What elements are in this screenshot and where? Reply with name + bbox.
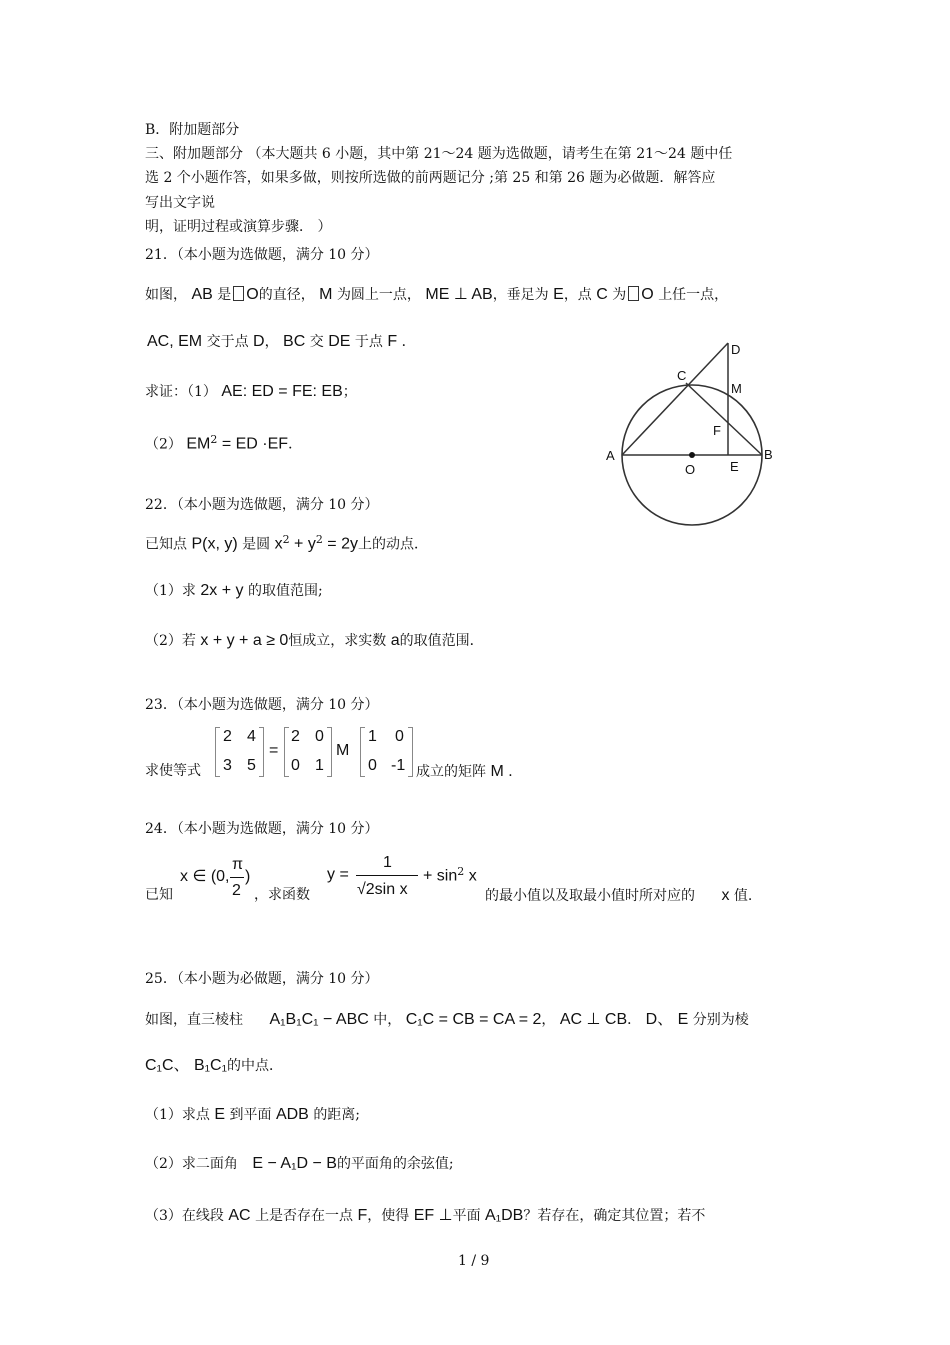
q25-part-2 [145,1156,454,1172]
q24-two: 2 [232,882,241,899]
math: a [390,632,400,649]
q23-title: 23．（本小题为选做题，满分 10 分） [145,697,379,713]
label-e: E [730,459,739,474]
q21-line-2 [147,334,416,350]
math: x + y + a ≥ 0 [200,632,289,649]
q24-sin-term [423,866,477,885]
q24-comma-text: ，求函数 [254,887,310,903]
matrix-3-r2c2: -1 [391,757,406,774]
circle-symbol-icon [233,286,244,301]
text: 已知点 [145,536,187,553]
matrix-2-r2c1: 0 [291,757,300,774]
text: 如图，直三棱柱 [145,1012,243,1028]
matrix-2-r2c2: 1 [315,757,324,774]
math: C₁C、 B₁C₁ [145,1057,227,1074]
text: 值. [733,888,753,904]
math: EF ⊥ [413,1207,453,1224]
q24-close: ) [245,868,251,885]
math: O [641,286,654,303]
math: C₁C = CB = CA = 2 [405,1011,542,1028]
line-ad [622,343,728,455]
text: 到平面 [229,1107,272,1123]
text: ，点 [563,287,592,303]
math: x [468,867,477,885]
text: 的取值范围; [247,583,323,599]
matrix-2-r1c1: 2 [291,728,300,745]
text: ． [627,1012,642,1028]
math: A₁DB [485,1207,524,1224]
text: 为 [612,287,627,303]
matrix-3-r1c1: 1 [368,728,377,745]
text: ，垂足为 [492,287,549,303]
text: （2）若 [145,633,196,649]
text: ． [288,436,303,453]
fraction-line [230,877,244,878]
math: E [214,1106,226,1123]
q24-numerator: 1 [383,854,392,871]
math: AC ⊥ CB [559,1011,628,1028]
matrix-1-left-bracket [215,727,220,777]
q21-title: 21．（本小题为选做题，满分 10 分） [145,247,379,263]
math: A₁B₁C₁ − ABC [269,1011,369,1028]
text: 的平面角的余弦值; [336,1156,454,1172]
center-point [689,452,695,458]
q22-part-2 [145,633,484,649]
equals-sign: = [269,742,279,759]
text: 的中点． [226,1058,283,1074]
q25-line-1 [145,1012,749,1028]
math: F [387,333,398,350]
text: 于点 [354,334,383,350]
math: E [553,286,564,303]
q25-part-1 [145,1107,360,1123]
superscript: 2 [282,533,290,546]
matrix-3-r2c1: 0 [368,757,377,774]
math: O [246,286,259,303]
circle-symbol-icon [628,286,639,301]
math: AB [191,286,213,303]
instructions-line-2: 选 2 个小题作答，如果多做，则按所选做的前两题记分 ;第 25 和第 26 题为必做题．解答应 [145,170,716,186]
q24-pi: π [232,856,244,873]
text: 的直径， [258,287,315,303]
q22-title: 22．（本小题为选做题，满分 10 分） [145,497,379,513]
label-c: C [677,368,687,383]
matrix-1-r1c2: 4 [247,728,256,745]
text: 如图， [145,287,187,303]
math: x [721,887,730,904]
math: M [319,286,333,303]
text: 为圆上一点， [336,287,421,303]
superscript: 2 [210,433,218,446]
q23-label: 求使等式 [145,763,201,779]
instructions-line-3: 写出文字说 [145,195,215,211]
math: + y [294,535,316,553]
q24-x-in: x ∈ (0, [180,868,230,885]
text: 中， [373,1012,402,1028]
math: x [274,535,283,553]
text: 分别为棱 [692,1012,749,1028]
text: （3）在线段 [145,1208,224,1224]
text: 上任一点， [658,287,729,303]
math: EM [186,435,211,453]
text: （2） [145,436,182,453]
label-d: D [731,342,741,357]
text: （1）求点 [145,1107,210,1123]
text: 上的动点． [357,536,428,553]
text: ． [401,334,416,350]
math: C [596,286,608,303]
line-cb [686,383,762,455]
q24-y-eq: y = [327,866,349,883]
q21-part-2 [145,434,302,453]
math: D、 E [645,1011,689,1028]
label-m: M [731,381,742,396]
math: M [490,763,504,780]
text: 上是否存在一点 [255,1208,354,1224]
math: D [253,333,265,350]
math: AC [228,1207,251,1224]
label-o: O [685,462,696,477]
q22-line-1 [145,534,428,553]
math: ME ⊥ AB [425,286,493,303]
matrix-2-right-bracket [327,727,332,777]
math: ADB [275,1106,309,1123]
math: + sin [423,867,458,885]
text: ，使得 [367,1208,410,1224]
page-number: 1 / 9 [458,1253,490,1269]
q22-part-1 [145,583,323,599]
q24-end [485,888,752,904]
text: 的距离; [313,1107,361,1123]
q25-part-3 [145,1208,705,1224]
matrix-m-symbol: M [336,742,350,759]
q23-end [416,764,522,780]
matrix-1-r2c2: 5 [247,757,256,774]
matrix-2-left-bracket [284,727,289,777]
matrix-3-right-bracket [408,727,413,777]
math: 2x + y [200,582,244,599]
text: 的取值范围． [399,633,484,649]
instructions-line-1: 三、附加题部分 （本大题共 6 小题，其中第 21～24 题为选做题，请考生在第 21～24 题中任 [145,146,733,162]
text: ？若存在，确定其位置；若不 [523,1208,706,1224]
math: AC, EM [147,333,203,350]
q21-part-1 [145,384,357,400]
fraction-line [356,875,418,876]
text: 是 [217,287,232,303]
text: 的最小值以及取最小值时所对应的 [485,888,695,904]
text: ， [264,334,279,350]
text: ； [342,384,357,400]
superscript: 2 [315,533,323,546]
circle-geometry-figure [600,335,790,540]
text: 平面 [452,1208,481,1224]
math: P(x, y) [191,535,238,553]
label-b: B [764,447,773,462]
matrix-1-right-bracket [259,727,264,777]
q24-label: 已知 [145,887,173,903]
text: 求证：（1） [145,384,217,400]
text: 交 [309,334,324,350]
text: 是圆 [242,536,271,553]
math: F [357,1207,368,1224]
q25-line-2 [145,1058,283,1074]
matrix-3-r1c2: 0 [395,728,404,745]
math: E − A₁D − B [252,1155,337,1172]
math: AE: ED = FE: EB [221,383,343,400]
label-f: F [713,423,721,438]
matrix-1-r2c1: 3 [223,757,232,774]
text: 成立的矩阵 [416,764,486,780]
text: 恒成立，求实数 [288,633,387,649]
text: （1）求 [145,583,196,599]
q24-denominator: √2sin x [357,881,408,898]
matrix-1-r1c1: 2 [223,728,232,745]
section-b-heading: B．附加题部分 [145,122,240,138]
superscript: 2 [457,865,465,878]
matrix-3-left-bracket [360,727,365,777]
instructions-line-4: 明，证明过程或演算步骤． ） [145,219,332,235]
text: ， [541,1012,556,1028]
matrix-2-r1c2: 0 [315,728,324,745]
q25-title: 25．（本小题为必做题，满分 10 分） [145,971,379,987]
text: 交于点 [206,334,249,350]
text: ． [508,764,523,780]
q24-title: 24．（本小题为选做题，满分 10 分） [145,821,379,837]
q21-line-1 [145,286,728,303]
math: = ED ·EF [221,435,289,453]
text: （2）求二面角 [145,1156,238,1172]
math: = 2y [327,535,358,553]
math: DE [328,333,351,350]
math: BC [283,333,306,350]
label-a: A [606,448,615,463]
